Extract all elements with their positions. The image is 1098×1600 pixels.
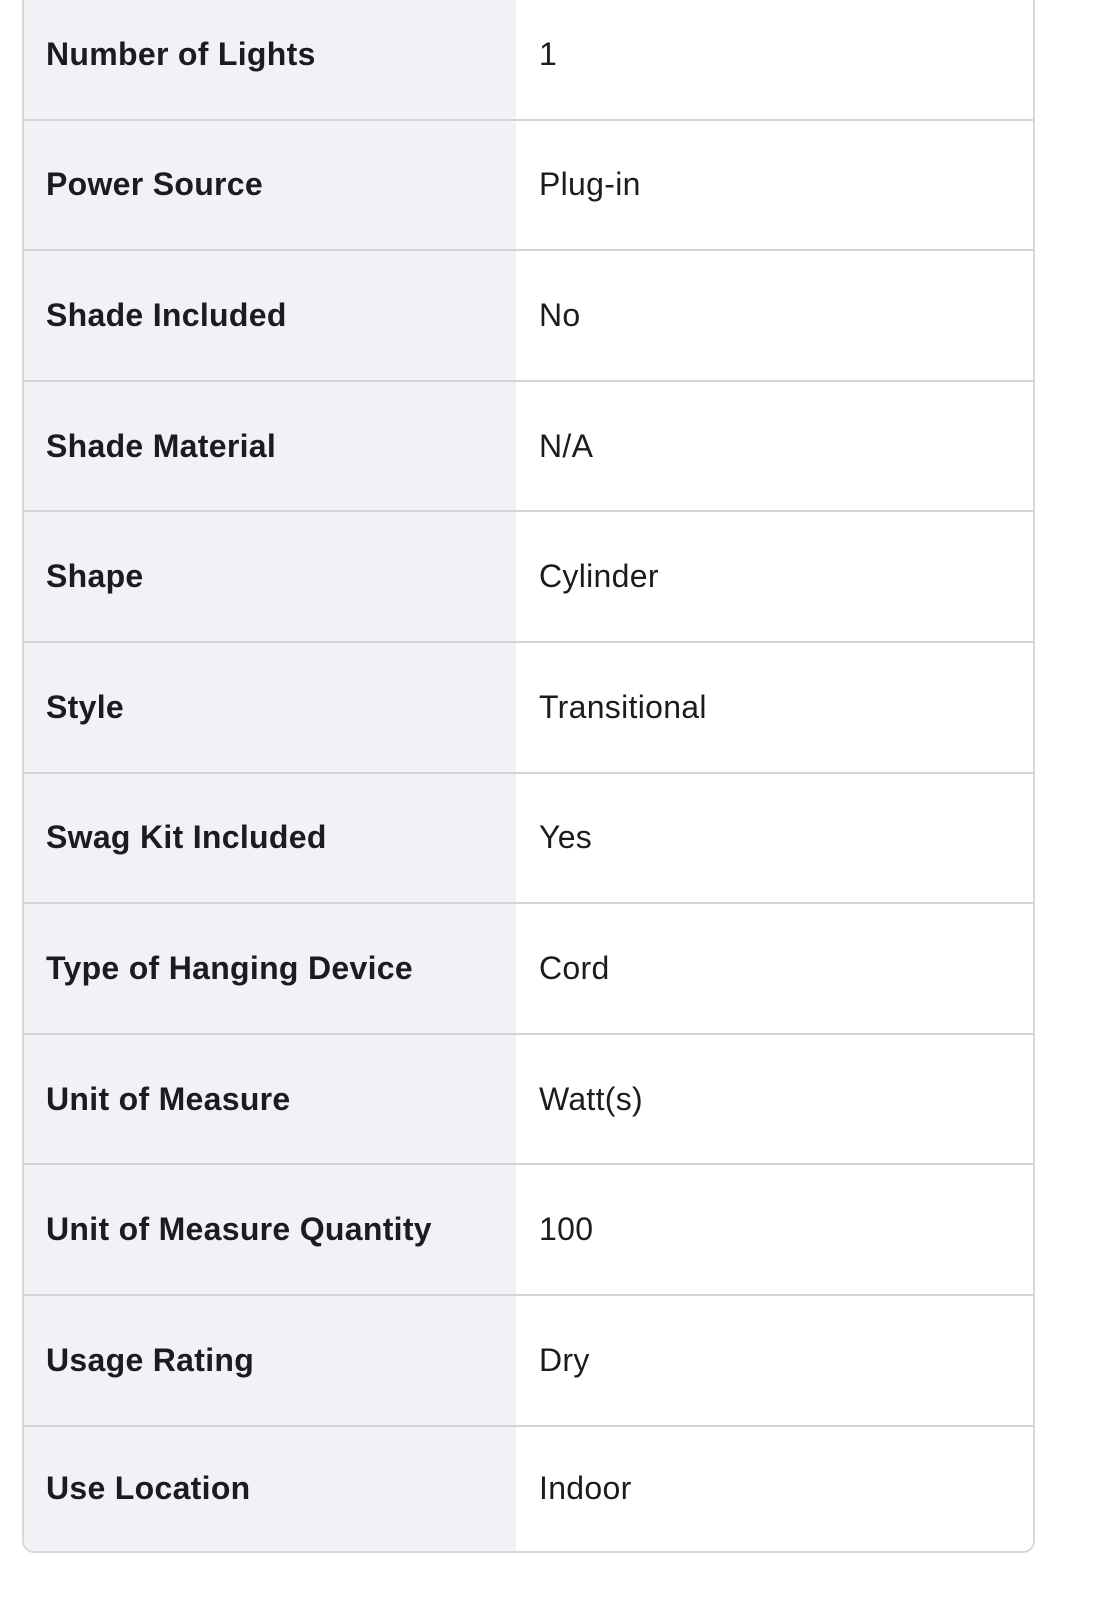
- spec-row-type-of-hanging-device: [24, 904, 1033, 1035]
- spec-label: Use Location: [24, 1427, 516, 1551]
- spec-label: Style: [24, 643, 516, 772]
- spec-label: Number of Lights: [24, 0, 516, 119]
- spec-row-power-source: [24, 121, 1033, 252]
- spec-value: Plug-in: [516, 121, 1033, 250]
- spec-value: 1: [516, 0, 1033, 119]
- spec-value: Indoor: [516, 1427, 1033, 1551]
- spec-label: Power Source: [24, 121, 516, 250]
- spec-label: Shade Material: [24, 382, 516, 511]
- spec-label: Usage Rating: [24, 1296, 516, 1425]
- spec-value: N/A: [516, 382, 1033, 511]
- spec-value: Transitional: [516, 643, 1033, 772]
- spec-value: Cord: [516, 904, 1033, 1033]
- spec-row-unit-of-measure: [24, 1035, 1033, 1166]
- spec-row-shade-included: [24, 251, 1033, 382]
- spec-value: No: [516, 251, 1033, 380]
- spec-row-usage-rating: [24, 1296, 1033, 1427]
- spec-value: Watt(s): [516, 1035, 1033, 1164]
- spec-row-unit-of-measure-quantity: [24, 1165, 1033, 1296]
- spec-label: Type of Hanging Device: [24, 904, 516, 1033]
- spec-value: 100: [516, 1165, 1033, 1294]
- spec-row-style: [24, 643, 1033, 774]
- spec-label: Unit of Measure Quantity: [24, 1165, 516, 1294]
- spec-label: Shade Included: [24, 251, 516, 380]
- specifications-table: [22, 0, 1035, 1553]
- spec-label: Swag Kit Included: [24, 774, 516, 903]
- spec-row-shape: [24, 512, 1033, 643]
- spec-row-use-location: [24, 1427, 1033, 1551]
- spec-value: Yes: [516, 774, 1033, 903]
- spec-row-shade-material: [24, 382, 1033, 513]
- spec-row-number-of-lights: [24, 0, 1033, 121]
- spec-value: Dry: [516, 1296, 1033, 1425]
- spec-label: Unit of Measure: [24, 1035, 516, 1164]
- spec-value: Cylinder: [516, 512, 1033, 641]
- spec-row-swag-kit-included: [24, 774, 1033, 905]
- spec-label: Shape: [24, 512, 516, 641]
